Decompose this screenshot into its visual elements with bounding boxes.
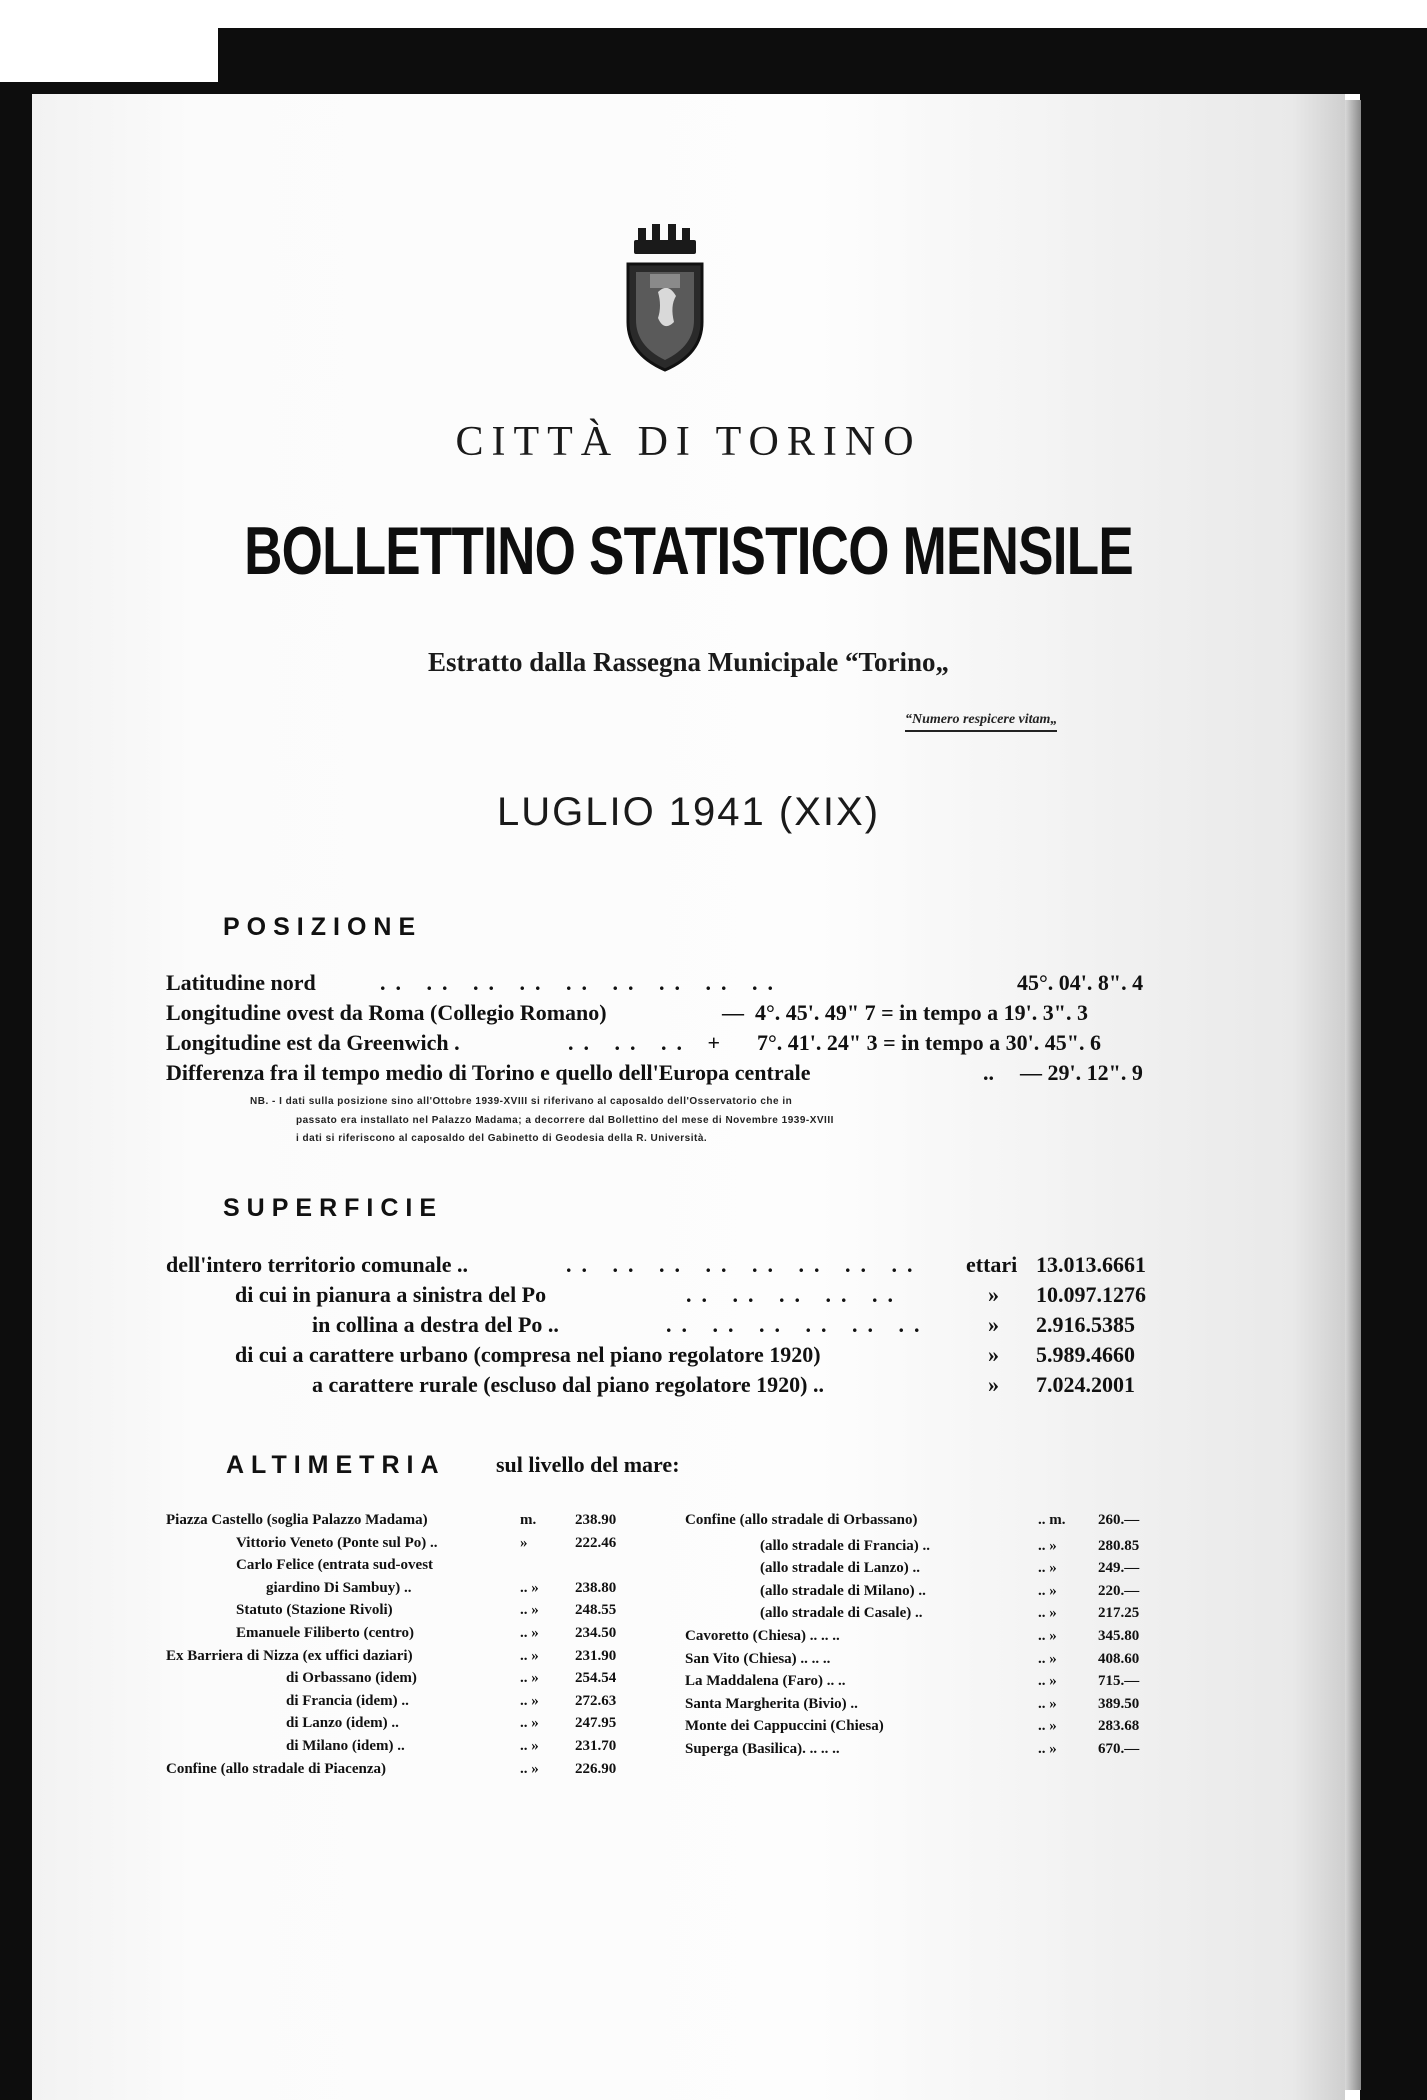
altimetria-elevation: 238.90 [575,1512,617,1528]
altimetria-location: di Milano (idem) .. [286,1738,405,1754]
superficie-unit: » [988,1312,999,1337]
altimetria-elevation: 345.80 [1098,1628,1140,1644]
posizione-value: 45°. 04'. 8". 4 [1017,970,1144,995]
motto: “Numero respicere vitam„ [905,712,1057,732]
page-edge-shadow [1345,100,1361,2090]
bulletin-subtitle: Estratto dalla Rassegna Municipale “Torino„ [427,647,950,677]
altimetria-unit-mark: .. » [520,1602,539,1619]
altimetria-unit-mark: .. » [1038,1650,1057,1667]
altimetria-unit-mark: .. m. [1038,1512,1066,1528]
altimetria-location: di Orbassano (idem) [286,1670,417,1687]
superficie-value: 2.916.5385 [1036,1312,1135,1337]
altimetria-unit-mark: .. » [520,1647,539,1664]
altimetria-unit-mark: .. » [520,1625,539,1641]
altimetria-elevation: 234.50 [575,1625,617,1641]
altimetria-location: Monte dei Cappuccini (Chiesa) [685,1718,884,1735]
altimetria-unit-mark: .. » [520,1738,539,1754]
posizione-value: — 29'. 12". 9 [1020,1060,1143,1085]
posizione-note-line: NB. - I dati sulla posizione sino all'Ottobre 1939-XVIII si riferivano al caposaldo dell'Osservatorio che in [250,1096,793,1107]
altimetria-elevation: 260.— [1098,1512,1140,1528]
altimetria-unit-mark: .. » [520,1760,539,1777]
altimetria-location: Confine (allo stradale di Piacenza) [166,1760,386,1777]
altimetria-location: (allo stradale di Milano) .. [760,1582,926,1599]
altimetria-unit-mark: .. » [520,1692,539,1709]
altimetria-elevation: 715.— [1098,1673,1140,1690]
altimetria-location: (allo stradale di Casale) .. [760,1605,923,1622]
altimetria-unit-mark: .. » [1038,1673,1057,1690]
altimetria-location: giardino Di Sambuy) .. [266,1579,412,1596]
altimetria-elevation: 280.85 [1098,1537,1140,1554]
altimetria-unit-mark: .. » [1038,1560,1057,1577]
altimetria-elevation: 389.50 [1098,1695,1140,1712]
altimetria-unit-mark: m. [520,1512,537,1528]
altimetria-unit-mark: .. » [520,1579,539,1596]
section-heading-posizione: POSIZIONE [223,913,423,941]
superficie-unit: ettari [966,1252,1018,1277]
altimetria-unit-mark: .. » [1038,1605,1057,1622]
superficie-value: 10.097.1276 [1036,1282,1146,1307]
altimetria-unit-mark: .. » [1038,1741,1057,1757]
altimetria-location: Ex Barriera di Nizza (ex uffici daziari) [166,1647,413,1664]
altimetria-unit-mark: .. » [520,1670,539,1687]
altimetria-unit-mark: .. » [1038,1582,1057,1599]
altimetria-location: Vittorio Veneto (Ponte sul Po) .. [236,1534,438,1551]
altimetria-location: (allo stradale di Lanzo) .. [760,1560,920,1577]
altimetria-elevation: 254.54 [575,1670,617,1687]
section-heading-altimetria: ALTIMETRIA [226,1451,446,1479]
bulletin-title: BOLLETTINO STATISTICO MENSILE [244,513,1133,589]
altimetria-elevation: 231.70 [575,1738,617,1754]
altimetria-location: Piazza Castello (soglia Palazzo Madama) [166,1512,428,1528]
altimetria-location: Superga (Basilica). .. .. .. [685,1741,840,1757]
altimetria-location: Carlo Felice (entrata sud-ovest [236,1557,434,1574]
superficie-unit: » [988,1282,999,1307]
superficie-unit: » [988,1372,999,1397]
posizione-note-line: i dati si riferiscono al caposaldo del Gabinetto di Geodesia della R. Università. [296,1133,708,1144]
superficie-unit: » [988,1342,999,1367]
scan-top-border [218,28,1427,94]
altimetria-location: (allo stradale di Francia) .. [760,1537,930,1554]
issue-month: LUGLIO 1941 (XIX) [496,790,881,834]
altimetria-elevation: 408.60 [1098,1650,1140,1667]
altimetria-elevation: 247.95 [575,1715,617,1732]
superficie-leader: .. .. .. .. .. .. .. .. [566,1252,923,1277]
posizione-row [166,970,316,996]
scan-top-left-border [0,82,230,94]
posizione-leader: — [722,1000,744,1025]
altimetria-location: Santa Margherita (Bivio) .. [685,1695,858,1712]
altimetria-elevation: 272.63 [575,1692,617,1709]
superficie-leader: .. .. .. .. .. .. [666,1312,930,1337]
altimetria-unit-mark: .. » [1038,1628,1057,1644]
altimetria-location: Statuto (Stazione Rivoli) [236,1602,393,1619]
altimetria-unit-mark: » [520,1534,528,1551]
altimetria-elevation: 283.68 [1098,1718,1140,1735]
posizione-leader: .. [983,1060,994,1085]
posizione-leader: .. .. .. .. .. .. .. .. .. [380,970,783,995]
altimetria-elevation: 248.55 [575,1602,617,1619]
altimetria-elevation: 220.— [1098,1582,1140,1599]
altimetria-unit-mark: .. » [520,1715,539,1732]
superficie-label: di cui in pianura a sinistra del Po [235,1282,547,1307]
altimetria-unit-mark: .. » [1038,1695,1057,1712]
altimetria-unit-mark: .. » [1038,1718,1057,1735]
superficie-value: 13.013.6661 [1036,1252,1146,1277]
altimetria-location: di Lanzo (idem) .. [286,1715,399,1732]
section-heading-superficie: SUPERFICIE [223,1194,444,1222]
superficie-label: a carattere rurale (escluso dal piano regolatore 1920) .. [312,1372,825,1397]
city-name: CITTÀ DI TORINO [455,419,922,465]
altimetria-location: San Vito (Chiesa) .. .. .. [685,1650,831,1667]
altimetria-elevation: 222.46 [575,1534,617,1551]
altimetria-unit-mark: .. » [1038,1537,1057,1554]
altimetria-location: Emanuele Filiberto (centro) [236,1625,415,1641]
superficie-label: dell'intero territorio comunale .. [166,1252,469,1277]
scan-right-border [1360,28,1427,2100]
altimetria-location: La Maddalena (Faro) .. .. [685,1673,846,1690]
altimetria-elevation: 670.— [1098,1741,1140,1757]
posizione-label: Differenza fra il tempo medio di Torino e quello dell'Europa centrale [166,1060,811,1085]
scan-left-border [0,90,32,2100]
altimetria-elevation: 217.25 [1098,1605,1140,1622]
superficie-value: 7.024.2001 [1036,1372,1135,1397]
posizione-value: 4°. 45'. 49" 7 = in tempo a 19'. 3". 3 [755,1000,1088,1025]
superficie-value: 5.989.4660 [1036,1342,1135,1367]
posizione-leader: .. .. .. + [568,1030,731,1055]
altimetria-location: Confine (allo stradale di Orbassano) [685,1512,918,1528]
altimetria-elevation: 226.90 [575,1760,617,1777]
posizione-label: Latitudine nord [166,970,316,995]
posizione-label: Longitudine est da Greenwich . [166,1030,460,1055]
coat-of-arms-icon [620,222,710,372]
superficie-label: in collina a destra del Po .. [312,1312,559,1337]
posizione-note-line: passato era installato nel Palazzo Madama; a decorrere dal Bollettino del mese di Novembre 1939-XVIII [296,1115,834,1126]
altimetria-elevation: 231.90 [575,1647,617,1664]
altimetria-location: di Francia (idem) .. [286,1692,409,1709]
superficie-label: di cui a carattere urbano (compresa nel piano regolatore 1920) [235,1342,821,1367]
posizione-label: Longitudine ovest da Roma (Collegio Romano) [166,1000,607,1025]
altimetria-elevation: 238.80 [575,1579,617,1596]
altimetria-heading-suffix: sul livello del mare: [496,1452,680,1477]
posizione-value: 7°. 41'. 24" 3 = in tempo a 30'. 45". 6 [757,1030,1101,1055]
altimetria-elevation: 249.— [1098,1560,1140,1577]
superficie-leader: .. .. .. .. .. [686,1282,903,1307]
altimetria-location: Cavoretto (Chiesa) .. .. .. [685,1628,840,1644]
